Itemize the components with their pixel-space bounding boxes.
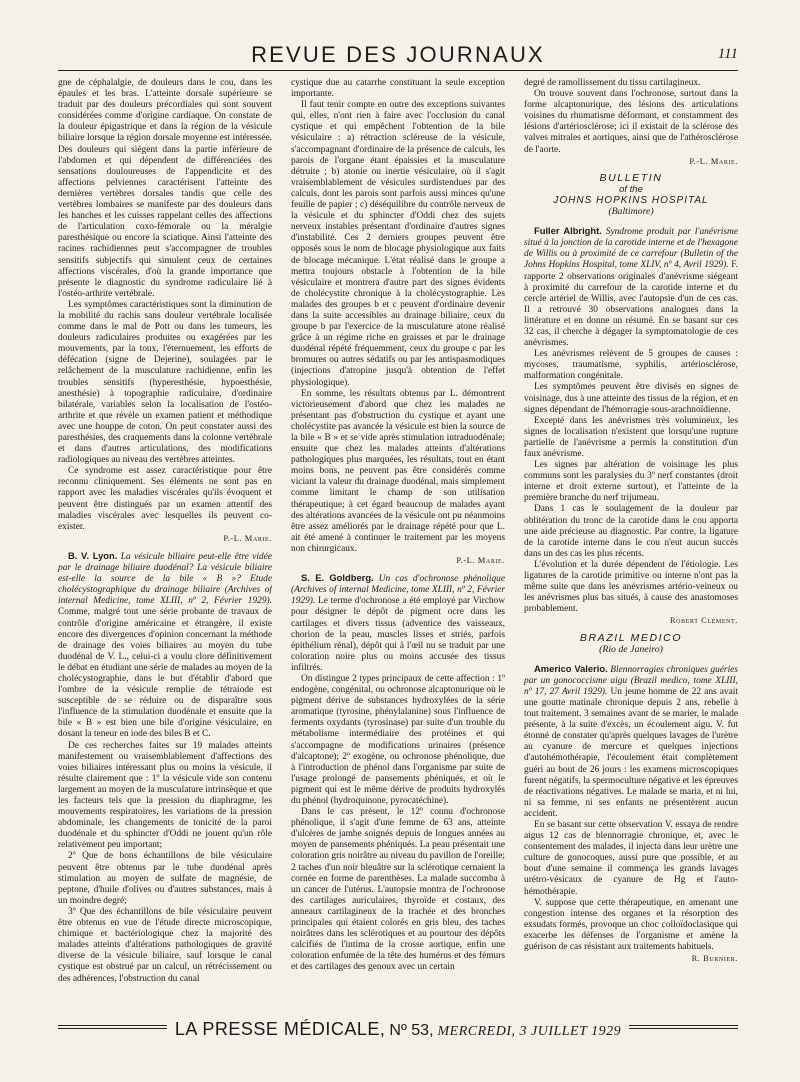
footer-date: MERCREDI, 3 JUILLET 1929 <box>437 1024 622 1039</box>
article-source: (Archives of internal Medicine, tome XLIII, nº 2, Février 1929). <box>291 585 505 607</box>
paragraph: cystique due au catarrhe constituant la seule exception importante. <box>291 78 505 100</box>
footer-text <box>167 1019 629 1039</box>
journal-name: JOHNS HOPKINS HOSPITAL <box>553 194 709 206</box>
paragraph: Ce syndrome est assez caractéristique pour être reconnu cliniquement. Ses éléments ne sont pas en rapport avec les maladies viscérales qu'ils évoquent et peuvent être distingués par un examen attentif des maladies viscérales avec lesquelles ils peuvent co-exister. <box>58 466 272 532</box>
paragraph: Les symptômes peuvent être divisés en signes de voisinage, dus à une atteinte des tissus de la région, et en signes dépendant de l'hémorragie sous-arachnoïdienne. <box>524 382 738 415</box>
article-source: (Archives of internal Medicine, tome XLIII, nº 2, Février 1929). <box>58 585 272 607</box>
paragraph: Les symptômes caractéristiques sont la diminution de la mobilité du rachis sans douleur vertébrale localisée comme dans le mal de Pott ou dans les tumeurs, les douleurs radiculaires produites ou exagérées par les mouvements, par la toux, l'éternuement, les efforts de défécation (signe de Dejerine), soulagées par le relâchement de la musculature rachidienne, enfin les troubles sensitifs (hyperesthésie, hypoesthésie, anesthésie) à topographie radiculaire, d'ordinaire bilatérale, variables selon la localisation de l'ostéo-arthrite et que révèle un examen patient et méthodique avec une houppe de coton. On peut constater aussi des paresthésies, des craquements dans la colonne vertébrale et dans d'autres articulations, des modifications radiologiques au niveau des vertèbres atteintes. <box>58 299 272 466</box>
paragraph: On distingue 2 types principaux de cette affection : 1º endogène, congénital, ou ochronose alcaptonurique où le pigment dérive de substances hydroxylées de la série aromatique (tyrosine, phénylalanine) sous l'influence de ferments oxydants (tyrosinase) par suite d'un trouble du métabolisme intermédiaire des protéines et qui s'accompagne de modifications urinaires (présence d'alcaptone); 2º exogène, ou ochronose phénolique, due à l'introduction de phénol dans l'organisme par suite de l'usage prolongé de pansements phéniqués, et où le pigment qui est le même dérive de produits hydroxylés du phénol (hydroquinone, pyrocatéchine). <box>291 673 505 806</box>
paragraph: En somme, les résultats obtenus par L. démontrent victorieusement d'abord que chez les malades ne présentant pas d'obstruction du cystique et ayant une cholécystite pas avancée la vésicule est bien la source de la bile « B » et se vide après stimulation intraduodénale; ensuite que chez les malades atteints d'altérations pathologiques plus marquées, les résultats, tout en étant moins bons, ne peuvent pas être considérés comme viciant la valeur du drainage duodénal, mais simplement comme limitant le champ de son utilisation thérapeutique; à cet égard beaucoup de malades ayant des altérations avancées de la vésicule ont pu néanmoins être assez améliorés par le drainage répété pour que L. ait été amené à continuer le traitement par les moyens non chirurgicaux. <box>291 388 505 554</box>
paragraph: Il faut tenir compte en outre des exceptions suivantes qui, elles, n'ont rien à faire avec l'occlusion du canal cystique et qui empêchent l'obtention de la bile vésiculaire : a) rétraction scléreuse de la vésicule, s'accompagnant d'ordinaire de la présence de calculs, les parois de l'organe étant épaissies et la musculature détruite ; b) atonie ou inertie vésiculaire, où il s'agit vraisemblablement de vésicules surdistendues par des calculs, dont les parois sont parfois aussi minces qu'une feuille de papier ; c) déséquilibre du contrôle nerveux de la vésicule et du sphincter d'Oddi chez des sujets nerveux instables présentant d'ordinaire d'autres signes d'instabilité. Ces 2 derniers groupes peuvent être opposés sous le nom de blocage physiologique aux faits de blocage mécanique. L'état réalisé dans le groupe a mettra toujours obstacle à l'obtention de la bile vésiculaire et montrera d'autre part des signes évidents de cholécystite chronique à la cholécystographie. Les malades des groupes b et c peuvent d'ordinaire devenir dans la suite accessibles au drainage biliaire, ceux du groupe b par l'exercice de la musculature atone réalisé grâce à un régime riche en graisses et par le drainage duodénal répété fréquemment, ceux du groupe c par les bromures ou autres sédatifs ou par les antispasmodiques (injections d'atropine jusqu'à obtention de l'effet physiologique). <box>291 100 505 388</box>
article-heading <box>58 550 272 741</box>
footer-journal: LA PRESSE MÉDICALE, <box>174 1019 386 1039</box>
column-1 <box>58 78 272 1018</box>
paragraph: En se basant sur cette observation V. essaya de rendre aigus 12 cas de blennorragie chronique, et, avec le consentement des malades, il injecta dans leur urètre une culture de gonocoques, aussi pure que possible, et au bout d'une semaine il commença les grands lavages urétro-vésicaux de cyanure de Hg et l'auto-hémothérapie. <box>524 820 738 897</box>
paragraph: Les signes par altération de voisinage les plus communs sont les paralysies du 3º nerf constantes (droit interne et droit externe surtout), et l'atteinte de la première branche du nerf trijumeau. <box>524 460 738 504</box>
article-title: Syndrome produit par l'anévrisme situé à la jonction de la carotide interne et de l'hexagone de Willis ou à proximité de ce carrefour <box>524 227 738 260</box>
article-author: S. E. Goldberg. <box>301 572 374 584</box>
journal-name: BRAZIL MEDICO <box>579 631 683 644</box>
paragraph: V. suppose que cette thérapeutique, en amenant une congestion intense des organes et la résorption des exsudats formés, provoque un choc colloïdoclasique qui exacerbe les défenses de l'organisme et amène la guérison de cas résistant aux traitements habituels. <box>524 897 738 953</box>
signature: P.-L. Marie. <box>223 533 272 543</box>
column-2 <box>291 78 505 1018</box>
article-columns <box>58 78 738 1018</box>
paragraph: On trouve souvent dans l'ochronose, surtout dans la forme alcaptonurique, des lésions des articulations voisines du rhumatisme déformant, et constamment des lésions d'artériosclérose; ici il existait de la sclérose des valves mitrales et aortiques, ainsi que de l'athérosclérose de l'aorte. <box>524 89 738 155</box>
running-title: REVUE DES JOURNAUX <box>251 42 545 67</box>
paragraph: Dans 1 cas le soulagement de la douleur par oblitération du tronc de la carotide dans le cou apporta une aide précieuse au diagnostic. Par contre, la ligature de la carotide interne dans le cou n'eut aucun succès dans un des cas les plus récents. <box>524 504 738 559</box>
paragraph: Dans le cas présent, le 12º connu d'ochronose phénolique, il s'agit d'une femme de 63 ans, atteinte d'ulcères de jambe soignés depuis de longues années au moyen de pansements phéniqués. La peau présentait une coloration gris noirâtre au niveau du pavillon de l'oreille; 2 taches d'un noir bleuâtre sur la sclérotique cernaient la cornée en forme de parenthèses. La malade succomba à un cancer de l'utérus. L'autopsie montra de l'ochronose des cartilages auriculaires, thyroïde et costaux, des anneaux cartilagineux de la trachée et des bronches principales qui étaient colorés en gris bleu, des taches noirâtres dans les sclérotiques et au pourtour des dépôts calcifiés de l'intima de la crosse aortique, enfin une coloration enfumée de la tête des humérus et des fémurs et des cartilages des genoux avec un certain <box>291 807 505 973</box>
journal-name: BULLETIN <box>599 171 663 184</box>
paragraph: degré de ramollissement du tissu cartilagineux. <box>524 78 701 88</box>
article-source: (Brazil medico, tome XLIII, nº 17, 27 Avril 1929). <box>524 675 738 697</box>
article-author: Americo Valerio. <box>534 662 608 674</box>
journal-name: of the <box>619 183 643 195</box>
article-author: B. V. Lyon. <box>68 549 118 561</box>
article-heading <box>524 663 738 820</box>
paragraph: Excepté dans les anévrismes très volumineux, les signes de localisation n'existent que lorsqu'une rupture partielle de l'anévrisme a permis la constitution d'un faux anévrisme. <box>524 415 738 459</box>
signature: R. Burnier. <box>691 954 738 964</box>
paragraph: De ces recherches faites sur 19 malades atteints manifestement ou vraisemblablement d'affections des voies biliaires intéressant plus ou moins la vésicule, il résulte clairement que : 1º la vésicule vide son contenu largement au moyen de la musculature intrinsèque et que les facteurs tels que la pression du diaphragme, les mouvements respiratoires, les variations de la pression abdominale, les changements de tonicité de la paroi duodénale et du sphincter d'Oddi ne jouent qu'un rôle relativement peu important; <box>58 740 272 851</box>
journal-heading-johns-hopkins <box>524 173 738 217</box>
article-author: Fuller Albright. <box>534 225 602 237</box>
paragraph: Comme, malgré tout une série probante de travaux de contrôle d'origine américaine et étrangère, il existe encore des divergences d'opinion concernant la méthode de drainage des voies biliaires au moyen du tube duodénal de V. L., celui-ci a voulu clore définitivement le débat en étudiant une série de malades au moyen de la cholécystographie, dans le but d'établir d'abord que l'ombre de la vésicule remplie de tétraiode est susceptible de se réduire ou de disparaître sous l'influence de la stimulation duodénale et ensuite que la bile « B » est bien une bile d'origine vésiculaire, en dosant la teneur en iode des biles B et C. <box>58 607 272 740</box>
journal-heading-brazil-medico <box>524 633 738 655</box>
footer-issue: Nº 53, <box>389 1022 434 1039</box>
paragraph: 3º Que des échantillons de bile vésiculaire peuvent être obtenus en vue de l'étude directe microscopique, chimique et bactériologique chez la majorité des malades atteints d'altérations pathologiques de gravité diverse de la vésicule biliaire, sauf lorsque le canal cystique est obstrué par un calcul, un rétrécissement ou des adhérences, l'obstruction du canal <box>58 906 272 984</box>
article-heading <box>524 225 738 349</box>
article-source: (Bulletin of the Johns Hopkins Hospital, tome XLIV, nº 4, Avril 1929). <box>524 249 738 271</box>
column-3 <box>524 78 738 1018</box>
signature: P.-L. Marie. <box>456 556 505 566</box>
article-title: Blennorragies chroniques guéries par un gonococcisme aigu <box>524 664 738 686</box>
page-footer <box>58 1019 738 1040</box>
signature: P.-L. Marie. <box>689 156 738 166</box>
signature: Robert Clément. <box>670 616 738 626</box>
header-rule <box>58 70 738 71</box>
page-number: 111 <box>717 46 738 62</box>
paragraph: Un jeune homme de 22 ans avait une goutte matinale chronique depuis 2 ans, rebelle à tout traitement. 3 semaines avant de se marier, le malade présente, à la suite d'excès, un écoulement aigu. V. fut étonné de constater qu'après quelques lavages de l'urètre au cyanure de mercure et quelques injections d'autohémothérapie, l'écoulement était complètement guéri au bout de 26 jours : les examens microscopiques furent négatifs, la spermoculture négative et les épreuves de réactivations négatives. Le malade se maria, et ni lui, ni sa femme, ni ses enfants ne présentèrent aucun accident. <box>524 686 738 819</box>
article-title: La vésicule biliaire peut-elle être vidée par le drainage biliaire duodénal? La vésicule biliaire est-elle la source de la bile « B »? Etude cholécystographique du drainage biliaire <box>58 551 272 596</box>
paragraph: F. rapporte 2 observations originales d'anévrisme siégeant à proximité du carrefour de la carotide interne et du cercle artériel de Willis, avec l'autopsie d'un de ces cas. Il a retrouvé 30 observations analogues dans la littérature et en donne un résumé. En se basant sur ces 32 cas, il cherche à dégager la symptomatologie de ces anévrismes. <box>524 260 738 349</box>
paragraph: gne de céphalalgie, de douleurs dans le cou, dans les épaules et les bras. L'atteinte dorsale supérieure se traduit par des douleurs précordiales qui sont souvent considérées comme d'origine cardiaque. On constate de la douleur épigastrique et dans la région de la vésicule biliaire lorsque la région dorsale moyenne est intéressée. Des douleurs qui siègent dans la partie inférieure de l'abdomen et qui dépendent de différenciées des sensations douloureuses de l'appendicite et des affections pelviennes caractérisent l'atteinte des dernières vertèbres dorsales tandis que celle des vertèbres lombaires se manifeste par des douleurs dans les hanches et les cuisses rappelant celles des affections de l'articulation coxo-fémorale ou la méralgie paresthésique ou encore la sciatique. Ainsi l'atteinte des racines rachidiennes peut s'accompagner de troubles sensitifs subjectifs qui simulent ceux de certaines affections viscérales, d'où la grande importance que présente le diagnostic du syndrome radiculaire lié à l'ostéo-arthrite vertébrale. <box>58 78 272 299</box>
paragraph: L'évolution et la durée dépendent de l'étiologie. Les ligatures de la carotide primitive ou interne n'ont pas la même suite que dans les anévrismes artério-veineux ou les anévrismes plus bas situés, à cause des anastomoses probablement. <box>524 559 738 615</box>
paragraph: Le terme d'ochronose a été employé par Virchow pour désigner le dépôt de pigment ocre dans les cartilages et divers tissus (adventice des vaisseaux, chorion de la peau, muscles lisses et striés, parfois épithélium rénal), dépôt qui à l'œil nu se traduit par une coloration noire plus ou moins accusée des tissus infiltrés. <box>291 596 505 673</box>
paragraph: 2º Que de bons échantillons de bile vésiculaire peuvent être obtenus par le tube duodénal après stimulation au moyen de sulfate de magnésie, de peptone, d'huile d'olives ou d'autres substances, mais à un moindre degré; <box>58 851 272 906</box>
journal-location: (Baltimore) <box>608 206 654 218</box>
page-header <box>58 40 738 70</box>
article-heading <box>291 572 505 674</box>
article-title: Un cas d'ochronose phénolique <box>378 574 505 585</box>
paragraph: Les anévrismes relèvent de 5 groupes de causes : mycoses, traumatisme, syphilis, artériosclérose, malformation congénitale. <box>524 349 738 382</box>
journal-location: (Rio de Janeiro) <box>599 643 663 655</box>
